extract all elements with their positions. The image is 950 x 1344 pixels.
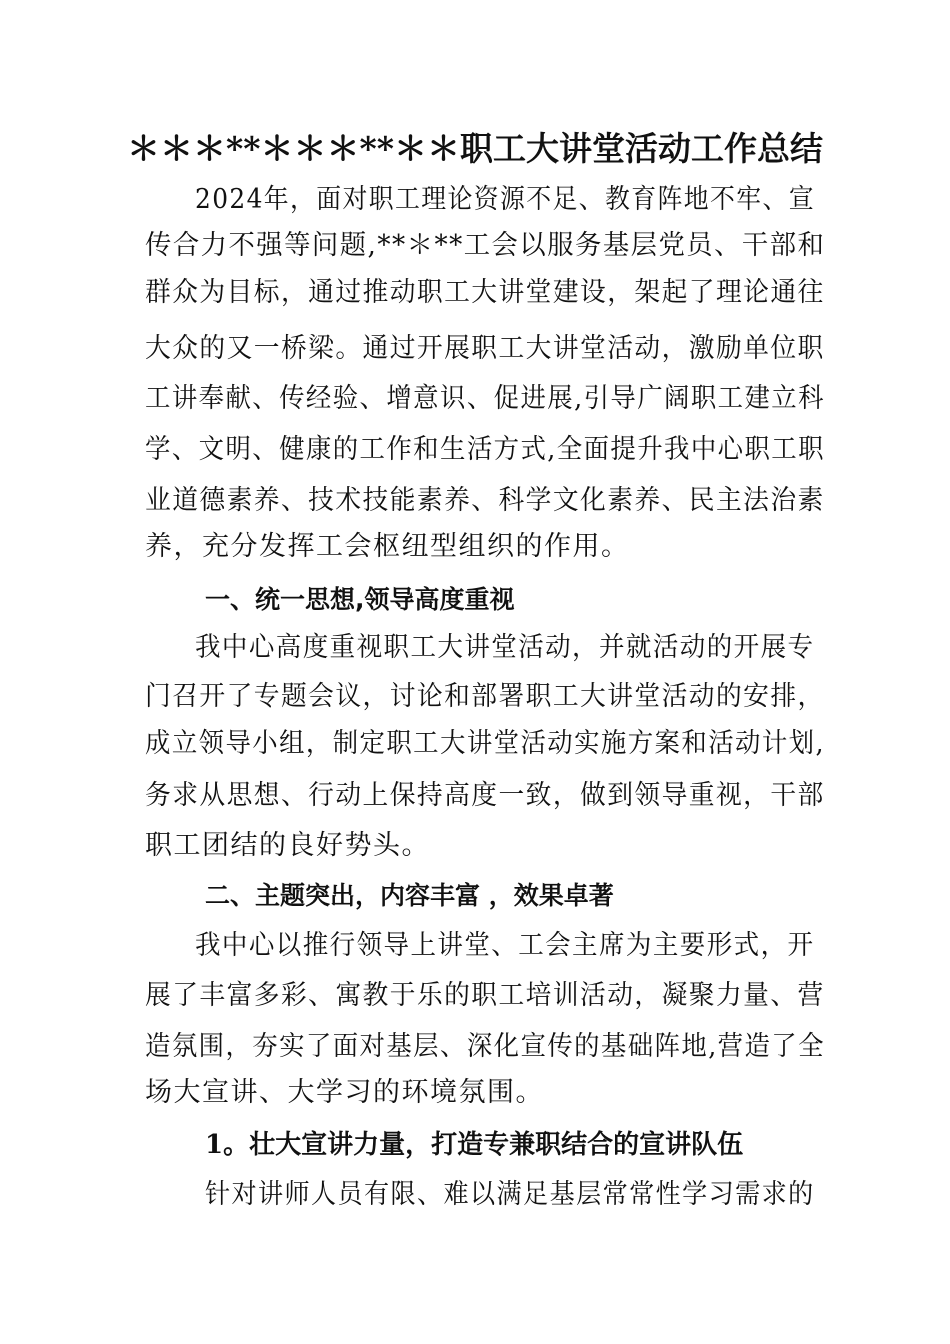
section-2-line-4: 场大宣讲、大学习的环境氛围。	[145, 1077, 544, 1108]
intro-line-7: 业道德素养、技术技能素养、科学文化素养、民主法治素	[145, 485, 825, 516]
section-1-line-2: 门召开了专题会议，讨论和部署职工大讲堂活动的安排，	[145, 681, 825, 712]
section-1-line-3: 成立领导小组，制定职工大讲堂活动实施方案和活动计划,	[145, 728, 825, 759]
subsection-1-line-1: 针对讲师人员有限、难以满足基层常常性学习需求的	[205, 1179, 815, 1210]
section-2-line-3: 造氛围，夯实了面对基层、深化宣传的基础阵地,营造了全	[145, 1031, 825, 1062]
section-2-line-2: 展了丰富多彩、寓教于乐的职工培训活动，凝聚力量、营	[145, 980, 825, 1011]
section-2-line-1: 我中心以推行领导上讲堂、工会主席为主要形式，开	[195, 930, 815, 961]
intro-line-5: 工讲奉献、传经验、增意识、促进展,引导广阔职工建立科	[145, 383, 825, 414]
intro-line-4: 大众的又一桥梁。通过开展职工大讲堂活动，激励单位职	[145, 333, 825, 364]
intro-line-2: 传合力不强等问题,**＊**工会以服务基层党员、干部和	[145, 230, 826, 261]
document-title: ＊＊＊**＊＊＊**＊＊职工大讲堂活动工作总结	[126, 129, 824, 168]
section-1-heading: 一、统一思想,领导高度重视	[205, 585, 515, 614]
intro-line-8: 养，充分发挥工会枢纽型组织的作用。	[145, 531, 630, 562]
section-1-line-5: 职工团结的良好势头。	[145, 830, 430, 861]
section-1-line-4: 务求从思想、行动上保持高度一致，做到领导重视，干部	[145, 780, 825, 811]
intro-line-3: 群众为目标，通过推动职工大讲堂建设，架起了理论通往	[145, 277, 825, 308]
intro-line-6: 学、文明、健康的工作和生活方式,全面提升我中心职工职	[145, 434, 825, 465]
subsection-1-heading: 1。壮大宣讲力量，打造专兼职结合的宣讲队伍	[205, 1130, 744, 1160]
intro-line-1: 2024年，面对职工理论资源不足、教育阵地不牢、宣	[195, 184, 816, 215]
section-1-line-1: 我中心高度重视职工大讲堂活动，并就活动的开展专	[195, 632, 815, 663]
section-2-heading: 二、主题突出，内容丰富 ，效果卓著	[205, 881, 614, 910]
